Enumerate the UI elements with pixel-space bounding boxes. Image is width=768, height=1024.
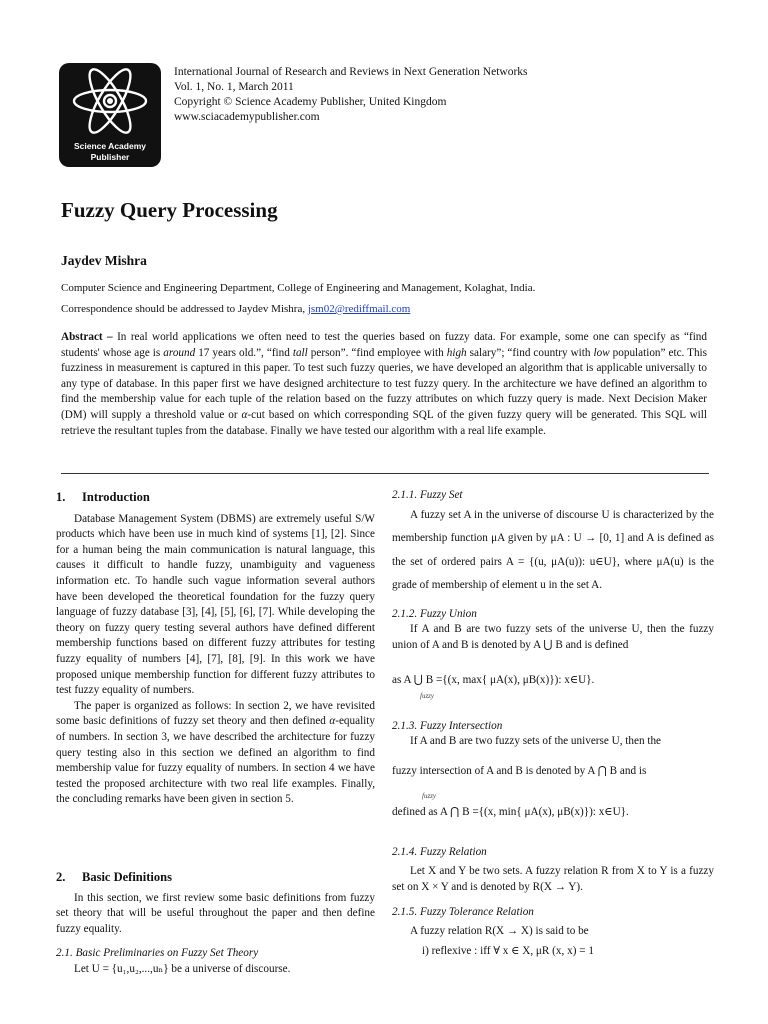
subsection-heading-2-1-2: 2.1.2. Fuzzy Union: [392, 607, 477, 620]
subsection-2-1-text: Let U = {u₁,u₂,...,uₙ} be a universe of discourse.: [74, 962, 291, 975]
right-column: [392, 488, 714, 959]
fuzzy-set-definition: A fuzzy set A in the universe of discourse U is characterized by the membership function μA given by μA : U → [0, 1] and A is defined as the set of ordered pairs A = {(u, μA(u)): u∈U}, where μA(u) is the grade of membership of element u in the set A.: [392, 508, 714, 592]
paper-author: Jaydev Mishra: [61, 253, 147, 268]
intro-paragraph-1: Database Management System (DBMS) are extremely useful S/W products which have been use in much kind of systems [1], [2]. Since for a human being the main communication is natural language, this causes it difficult to handle fuzzy, unambiguity and vagueness information etc. To handle such vague information several authors have been developed the theoretical foundation for the fuzzy query language of fuzzy database [3], [4], [5], [6], [7]. While developing the theory on fuzzy query testing several authors have defined different membership functions based on different fuzzy attributes for testing fuzzy equality of numbers [4], [7], [8], [9]. In this work we have proposed unique membership function for different fuzzy attributes to test fuzzy equality of numbers.: [56, 512, 375, 697]
correspondence: Correspondence should be addressed to Jaydev Mishra, jsm02@rediffmail.com: [61, 303, 411, 315]
fuzzy-subscript-union: fuzzy: [420, 691, 434, 700]
intro-paragraph-2: The paper is organized as follows: In section 2, we have revisited some basic definitions of fuzzy set theory and then defined α-equality of numbers. In section 3, we have described the architecture for fuzzy query testing also in this section we defined an algorithm to find membership value for fuzzy equality of numbers. In section 4 we have tested the proposed architecture with two real life examples. Finally, the concluding remarks have been given in section 5.: [56, 699, 375, 806]
left-column: [56, 490, 375, 808]
abstract: Abstract – In real world applications we often need to test the queries based on fuzzy data. For example, some one can specify as “find students' whose age is around 17 years old.”, “find tall person”. “find employee with high salary”; “find country with low population” etc. This fuzziness in measurement is captured in this paper. To test such fuzzy queries, we have developed an algorithm that is applicable universally to any type of database. In this paper first we have designed architecture to test fuzzy query. In the architecture we have defined an algorithm to find the membership value for each tuple of the relation based on the fuzzy attributes on which fuzzy query is made. Next Decision Maker (DM) will supply a threshold value or α-cut based on which corresponding SQL of the given fuzzy query will be generated. This SQL will retrieve the resultant tuples from the database. Finally we have tested our algorithm with a real life example.: [61, 331, 708, 437]
fuzzy-intersection-text-2: fuzzy intersection of A and B is denoted by A ⋂ B and is: [392, 764, 647, 777]
affiliation: Computer Science and Engineering Department, College of Engineering and Management, Kolaghat, India.: [61, 282, 536, 294]
fuzzy-tolerance-text: A fuzzy relation R(X → X) is said to be: [410, 924, 589, 937]
journal-name: International Journal of Research and Reviews in Next Generation Networks: [174, 66, 528, 78]
journal-volume: Vol. 1, No. 1, March 2011: [174, 81, 294, 93]
section-divider: [61, 473, 709, 474]
journal-copyright: Copyright © Science Academy Publisher, United Kingdom: [174, 96, 447, 108]
journal-website[interactable]: www.sciacademypublisher.com: [174, 111, 320, 123]
subsection-heading-2-1-3: 2.1.3. Fuzzy Intersection: [392, 719, 503, 732]
subsection-heading-2-1-1: 2.1.1. Fuzzy Set: [392, 489, 463, 501]
fuzzy-superscript-intersection: fuzzy: [422, 792, 436, 801]
subsection-heading-2-1-5: 2.1.5. Fuzzy Tolerance Relation: [392, 906, 534, 919]
fuzzy-union-text: If A and B are two fuzzy sets of the universe U, then the fuzzy union of A and B is denoted by A ⋃ B and is defined: [392, 623, 714, 651]
section-heading-basic-definitions: 2. Basic Definitions: [56, 870, 172, 884]
fuzzy-intersection-formula: defined as A ⋂ B ={(x, min{ μA(x), μB(x)}): x∈U}.: [392, 805, 629, 818]
subsection-heading-2-1: 2.1. Basic Preliminaries on Fuzzy Set Theory: [56, 947, 259, 960]
logo-text-line1: Science Academy: [74, 141, 146, 151]
paper-title: Fuzzy Query Processing: [61, 198, 278, 222]
fuzzy-intersection-text-1: If A and B are two fuzzy sets of the universe U, then the: [410, 735, 662, 748]
subsection-heading-2-1-4: 2.1.4. Fuzzy Relation: [392, 845, 487, 858]
section2-paragraph: In this section, we first review some basic definitions from fuzzy set theory that will be useful throughout the paper and then define fuzzy equality.: [56, 891, 375, 935]
logo-text-line2: Publisher: [90, 152, 130, 162]
section-heading-introduction: 1. Introduction: [56, 490, 150, 504]
left-column-section2: [56, 870, 375, 978]
email-link[interactable]: jsm02@rediffmail.com: [307, 303, 411, 315]
fuzzy-union-formula: as A ⋃ B ={(x, max{ μA(x), μB(x)}): x∈U}.: [392, 674, 595, 687]
journal-header: [174, 65, 528, 125]
abstract-label: Abstract –: [61, 331, 113, 343]
author-info: [61, 278, 721, 320]
reflexive-condition: i) reflexive : iff ∀ x ∈ X, μR (x, x) = 1: [422, 944, 594, 957]
publisher-logo: [59, 63, 161, 167]
fuzzy-relation-text: Let X and Y be two sets. A fuzzy relation R from X to Y is a fuzzy set on X × Y and is denoted by R(X → Y).: [392, 865, 714, 893]
